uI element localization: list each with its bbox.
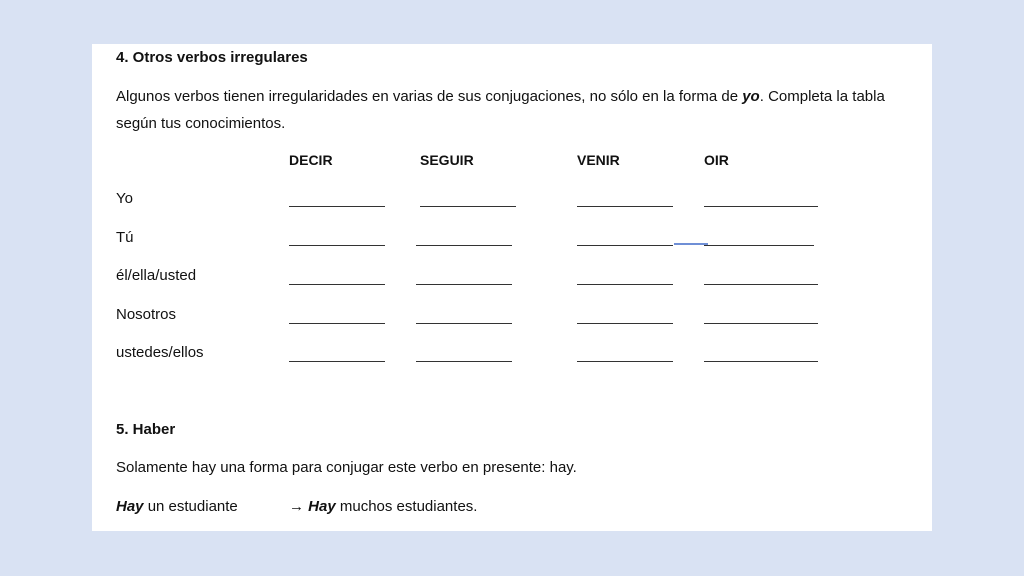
section-4-intro	[116, 83, 906, 137]
row-label-tu: Tú	[116, 229, 134, 246]
intro-text-end: . Completa la tabla según tus conocimientos.	[116, 88, 885, 132]
blank-el-seguir	[416, 284, 512, 285]
document-page	[92, 44, 932, 531]
blank-yo-decir	[289, 206, 385, 207]
row-label-ustedes-ellos: ustedes/ellos	[116, 344, 204, 361]
example-singular-hay: Hay	[116, 498, 144, 515]
blank-el-decir	[289, 284, 385, 285]
arrow-icon: →	[289, 498, 309, 515]
blank-yo-venir	[577, 206, 673, 207]
intro-text-start: Algunos verbos tienen irregularidades en varias de sus conjugaciones, no sólo en la forma de	[116, 88, 743, 105]
column-header-oir: OIR	[704, 152, 729, 168]
example-singular	[116, 498, 238, 515]
blank-nosotros-seguir	[416, 323, 512, 324]
blank-nosotros-oir	[704, 323, 818, 324]
column-header-decir: DECIR	[289, 152, 333, 168]
blank-tu-venir	[577, 245, 673, 246]
blank-ustedes-seguir	[416, 361, 512, 362]
example-plural-hay: Hay	[308, 498, 336, 515]
section-5-text: Solamente hay una forma para conjugar este verbo en presente: hay.	[116, 459, 577, 476]
blank-tu-oir	[704, 245, 814, 246]
section-4-title: 4. Otros verbos irregulares	[116, 49, 308, 66]
row-label-nosotros: Nosotros	[116, 306, 177, 323]
column-header-seguir: SEGUIR	[420, 152, 474, 168]
row-label-yo: Yo	[116, 190, 133, 207]
blank-ustedes-decir	[289, 361, 385, 362]
blank-nosotros-venir	[577, 323, 673, 324]
blank-ustedes-oir	[704, 361, 818, 362]
blank-el-venir	[577, 284, 673, 285]
blank-nosotros-decir	[289, 323, 385, 324]
column-header-venir: VENIR	[577, 152, 620, 168]
blank-tu-decir	[289, 245, 385, 246]
example-plural	[289, 498, 477, 515]
blank-ustedes-venir	[577, 361, 673, 362]
row-label-el-ella-usted: él/ella/usted	[116, 267, 197, 284]
blank-yo-oir	[704, 206, 818, 207]
blank-tu-seguir	[416, 245, 512, 246]
blank-yo-seguir	[420, 206, 516, 207]
blank-el-oir	[704, 284, 818, 285]
section-5-title: 5. Haber	[116, 421, 176, 438]
example-singular-rest: un estudiante	[143, 498, 238, 515]
text-cursor-mark	[674, 243, 708, 245]
intro-emphasis-yo: yo	[742, 88, 760, 105]
example-plural-rest: muchos estudiantes.	[335, 498, 478, 515]
